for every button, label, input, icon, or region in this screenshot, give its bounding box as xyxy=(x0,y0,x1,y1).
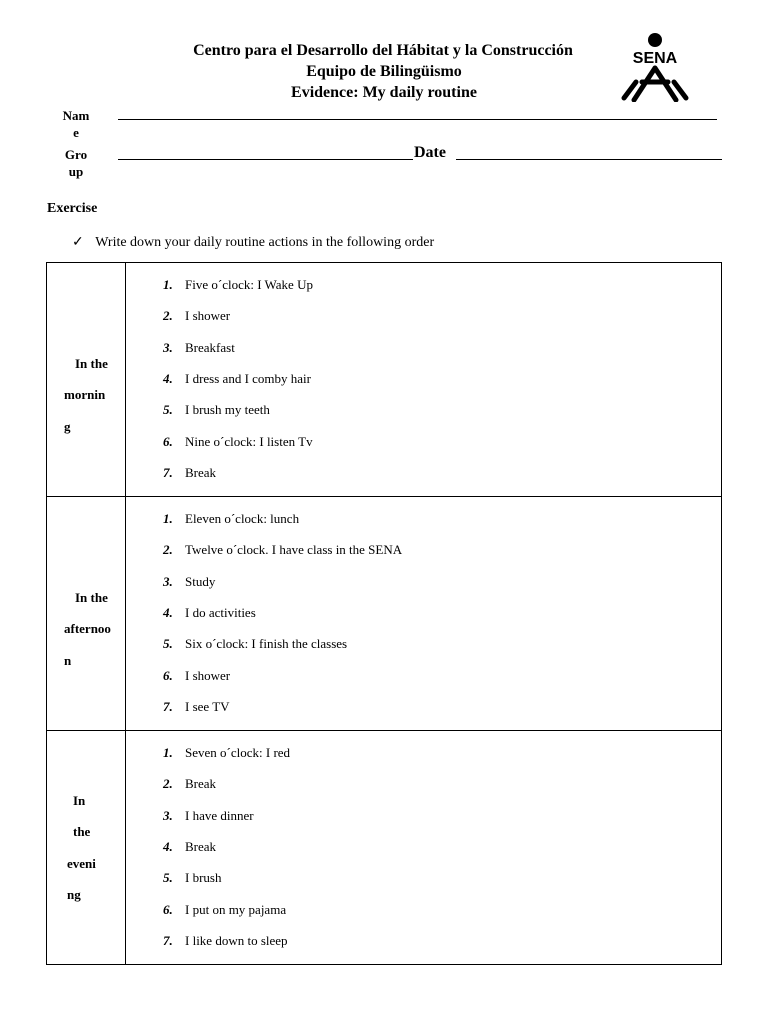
table-row xyxy=(47,263,721,497)
time-of-day-label: ng xyxy=(67,886,81,902)
item-number: 1. xyxy=(163,745,173,760)
group-field-label: Gro up xyxy=(64,147,88,179)
item-number: 5. xyxy=(163,402,173,418)
item-number: 7. xyxy=(163,932,173,948)
item-number: 4. xyxy=(163,604,173,620)
time-of-day-cell xyxy=(47,497,126,730)
logo-text: SENA xyxy=(632,50,678,67)
item-text: Eleven o´clock: lunch xyxy=(185,511,300,526)
item-number: 3. xyxy=(163,339,173,355)
exercise-heading: Exercise xyxy=(47,201,98,216)
checkmark-icon: ✓ xyxy=(72,235,84,250)
routine-item xyxy=(163,308,230,324)
routine-item xyxy=(163,402,270,418)
instruction-text: Write down your daily routine actions in the following order xyxy=(95,235,435,250)
item-number: 7. xyxy=(163,698,173,714)
name-field-line[interactable] xyxy=(118,119,717,120)
time-of-day-cell xyxy=(47,263,126,496)
item-text: I shower xyxy=(185,308,231,324)
time-of-day-label: the xyxy=(73,824,91,840)
item-text: Twelve o´clock. I have class in the SENA xyxy=(185,542,403,558)
routine-item xyxy=(163,340,235,356)
item-text: I do activities xyxy=(185,604,256,620)
time-of-day-label: eveni xyxy=(67,855,96,871)
routine-item xyxy=(163,933,288,949)
item-number: 6. xyxy=(163,667,173,683)
table-row xyxy=(47,497,721,731)
sena-logo-icon xyxy=(612,32,698,102)
team-title: Equipo de Bilingüismo xyxy=(306,63,462,80)
item-text: Six o´clock: I finish the classes xyxy=(185,636,348,652)
routine-item xyxy=(163,277,313,293)
item-text: Five o´clock: I Wake Up xyxy=(185,277,313,292)
routine-item xyxy=(163,699,230,715)
routine-item xyxy=(163,902,286,918)
item-number: 2. xyxy=(163,308,173,324)
item-text: I shower xyxy=(185,667,231,683)
item-text: I put on my pajama xyxy=(185,901,287,917)
institution-title: Centro para el Desarrollo del Hábitat y la Construcción xyxy=(193,42,573,59)
routine-item xyxy=(163,434,313,450)
instruction-line xyxy=(72,234,434,251)
item-text: I see TV xyxy=(185,698,230,714)
date-field-label: Date xyxy=(414,144,446,161)
evidence-title: Evidence: My daily routine xyxy=(291,84,477,101)
item-number: 1. xyxy=(163,277,173,292)
routine-item xyxy=(163,636,347,652)
item-text: Nine o´clock: I listen Tv xyxy=(185,433,313,449)
time-of-day-label: In xyxy=(73,793,86,808)
table-row xyxy=(47,731,721,964)
item-number: 2. xyxy=(163,776,173,792)
item-number: 4. xyxy=(163,370,173,386)
item-number: 3. xyxy=(163,573,173,589)
time-of-day-label: In the xyxy=(75,356,108,371)
routine-item xyxy=(163,542,402,558)
routine-item xyxy=(163,870,221,886)
time-of-day-label: In the xyxy=(75,590,108,605)
routine-item xyxy=(163,776,216,792)
routine-table xyxy=(46,262,722,965)
item-text: I like down to sleep xyxy=(185,932,288,948)
time-of-day-label: mornin xyxy=(64,387,106,403)
routine-item xyxy=(163,668,230,684)
time-of-day-label: g xyxy=(64,418,71,434)
item-text: I brush xyxy=(185,870,222,886)
item-number: 2. xyxy=(163,542,173,558)
item-number: 6. xyxy=(163,433,173,449)
time-of-day-cell xyxy=(47,731,126,964)
routine-item xyxy=(163,371,311,387)
routine-item xyxy=(163,465,216,481)
item-text: I brush my teeth xyxy=(185,402,270,418)
item-text: I have dinner xyxy=(185,807,254,823)
item-number: 7. xyxy=(163,464,173,480)
routine-item xyxy=(163,605,256,621)
routine-item xyxy=(163,808,254,824)
item-text: Seven o´clock: I red xyxy=(185,745,291,760)
group-field-line[interactable] xyxy=(118,159,413,160)
item-number: 1. xyxy=(163,511,173,526)
item-number: 3. xyxy=(163,807,173,823)
item-number: 5. xyxy=(163,870,173,886)
item-text: Breakfast xyxy=(185,339,235,355)
routine-item xyxy=(163,511,299,527)
item-number: 6. xyxy=(163,901,173,917)
item-number: 5. xyxy=(163,636,173,652)
routine-item xyxy=(163,745,290,761)
item-number: 4. xyxy=(163,838,173,854)
time-of-day-label: n xyxy=(64,652,72,668)
name-field-label: Nam e xyxy=(62,108,90,140)
time-of-day-label: afternoo xyxy=(64,621,111,637)
date-field-line[interactable] xyxy=(456,159,722,160)
item-text: I dress and I comby hair xyxy=(185,370,311,386)
item-text: Break xyxy=(185,838,217,854)
item-text: Break xyxy=(185,776,217,792)
item-text: Study xyxy=(185,573,216,589)
routine-item xyxy=(163,574,215,590)
routine-item xyxy=(163,839,216,855)
item-text: Break xyxy=(185,464,217,480)
